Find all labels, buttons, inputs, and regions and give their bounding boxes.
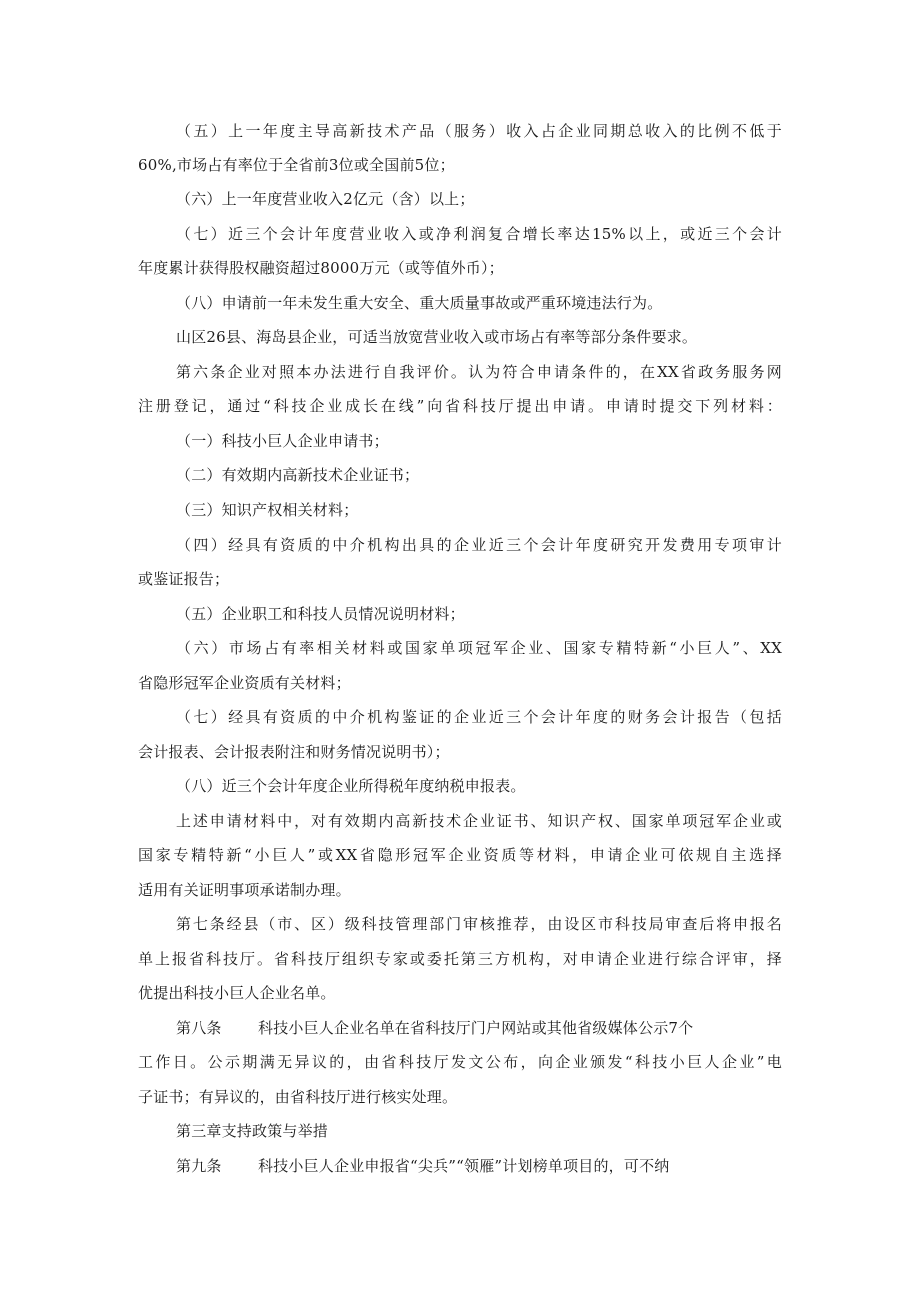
text-line: 适用有关证明事项承诺制办理。 [138, 881, 351, 899]
article-8-label: 第八条 [176, 1019, 222, 1037]
text-line: （八）近三个会计年度企业所得税年度纳税申报表。 [176, 777, 526, 795]
text-line: 省隐形冠军企业资质有关材料； [138, 674, 351, 692]
text-line: 上述申请材料中，对有效期内高新技术企业证书、知识产权、国家单项冠军企业或 [176, 812, 782, 830]
article-9-line [176, 1156, 669, 1176]
text-line: （七）经具有资质的中介机构鉴证的企业近三个会计年度的财务会计报告（包括 [176, 708, 782, 726]
text-line: （七）近三个会计年度营业收入或净利润复合增长率达15%以上，或近三个会计 [176, 225, 782, 243]
text-line: 60%,市场占有率位于全省前3位或全国前5位； [138, 156, 455, 174]
text-line: 山区26县、海岛县企业，可适当放宽营业收入或市场占有率等部分条件要求。 [176, 328, 698, 346]
article-9-label: 第九条 [176, 1157, 222, 1175]
text-line: 优提出科技小巨人企业名单。 [138, 984, 336, 1002]
text-line: 国家专精特新“小巨人”或XX省隐形冠军企业资质等材料，申请企业可依规自主选择 [138, 846, 782, 864]
text-line: （六）上一年度营业收入2亿元（含）以上； [176, 190, 475, 208]
article-8-text: 科技小巨人企业名单在省科技厅门户网站或其他省级媒体公示7个 [258, 1019, 694, 1037]
text-line: 会计报表、会计报表附注和财务情况说明书）； [138, 743, 450, 761]
text-line: （四）经具有资质的中介机构出具的企业近三个会计年度研究开发费用专项审计 [176, 536, 782, 554]
text-line: 工作日。公示期满无异议的，由省科技厅发文公布，向企业颁发“科技小巨人企业”电 [138, 1053, 782, 1071]
text-line: 单上报省科技厅。省科技厅组织专家或委托第三方机构，对申请企业进行综合评审，择 [138, 950, 782, 968]
text-line: （三）知识产权相关材料； [176, 501, 359, 519]
text-line: 子证书；有异议的，由省科技厅进行核实处理。 [138, 1088, 458, 1106]
article-9-text: 科技小巨人企业申报省“尖兵”“领雁”计划榜单项目的，可不纳 [258, 1157, 670, 1175]
chapter-heading: 第三章支持政策与举措 [176, 1122, 329, 1140]
text-line: （八）申请前一年未发生重大安全、重大质量事故或严重环境违法行为。 [176, 294, 663, 312]
text-line: 或鉴证报告； [138, 570, 230, 588]
text-line: （五）企业职工和科技人员情况说明材料； [176, 605, 465, 623]
text-line: （六）市场占有率相关材料或国家单项冠军企业、国家专精特新“小巨人”、XX [176, 639, 782, 657]
text-line: （五）上一年度主导高新技术产品（服务）收入占企业同期总收入的比例不低于 [176, 122, 782, 140]
text-line: 第六条企业对照本办法进行自我评价。认为符合申请条件的，在XX省政务服务网 [176, 363, 782, 381]
article-8-line [176, 1018, 693, 1038]
text-line: （一）科技小巨人企业申请书； [176, 432, 389, 450]
text-line: 注册登记，通过“科技企业成长在线”向省科技厅提出申请。申请时提交下列材料： [138, 397, 782, 415]
text-line: 第七条经县（市、区）级科技管理部门审核推荐，由设区市科技局审查后将申报名 [176, 915, 782, 933]
text-line: 年度累计获得股权融资超过8000万元（或等值外币）； [138, 259, 504, 277]
text-line: （二）有效期内高新技术企业证书； [176, 466, 420, 484]
